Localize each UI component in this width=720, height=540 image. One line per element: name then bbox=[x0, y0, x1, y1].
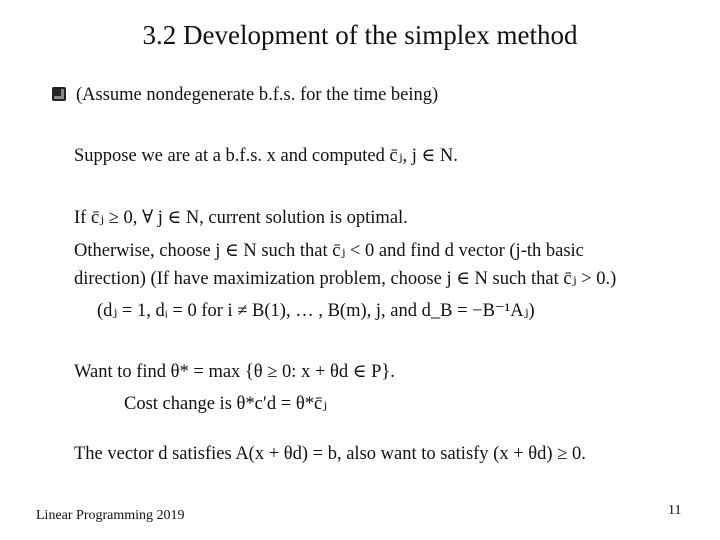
checkbox-bullet-icon bbox=[52, 87, 66, 101]
line-2: If c̄ⱼ ≥ 0, ∀ j ∈ N, current solution is optimal. bbox=[74, 208, 408, 228]
line-1: Suppose we are at a b.f.s. x and computed c̄ⱼ, j ∈ N. bbox=[74, 146, 458, 166]
line-3: Otherwise, choose j ∈ N such that c̄ⱼ < 0 and find d vector (j-th basic bbox=[74, 241, 584, 261]
line-8: The vector d satisfies A(x + θd) = b, also want to satisfy (x + θd) ≥ 0. bbox=[74, 444, 586, 464]
slide-title: 3.2 Development of the simplex method bbox=[142, 20, 578, 50]
line-4: direction) (If have maximization problem, choose j ∈ N such that c̄ⱼ > 0.) bbox=[74, 269, 617, 289]
line-5: (dⱼ = 1, dᵢ = 0 for i ≠ B(1), … , B(m), j, and d_B = −B⁻¹Aⱼ) bbox=[97, 301, 535, 321]
footer-text: Linear Programming 2019 bbox=[36, 508, 185, 523]
line-7: Cost change is θ*c′d = θ*c̄ⱼ bbox=[124, 394, 328, 414]
bullet-text: (Assume nondegenerate b.f.s. for the time being) bbox=[76, 85, 439, 105]
page-number: 11 bbox=[668, 503, 682, 518]
bullet-line bbox=[52, 84, 438, 106]
line-6: Want to find θ* = max {θ ≥ 0: x + θd ∈ P}. bbox=[74, 362, 395, 382]
